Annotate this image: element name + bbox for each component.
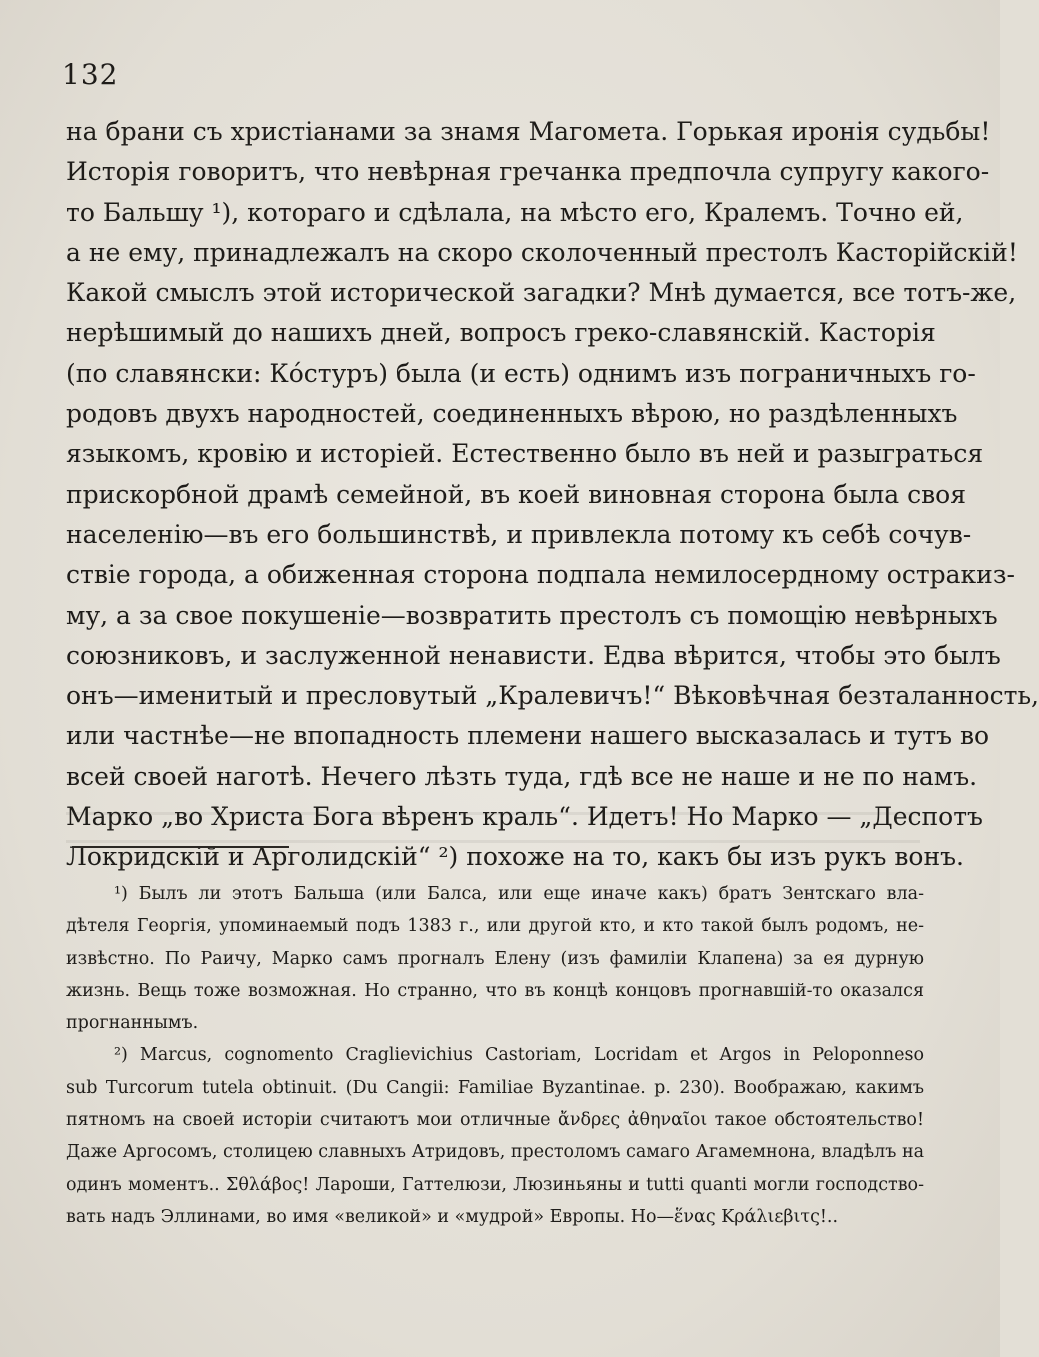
footnote-line: вать надъ Эллинами, во имя «великой» и «мудрой» Европы. Но—ἕνας Κράλιεβιτς!.. [66, 1206, 839, 1227]
text-line: прискорбной драмѣ семейной, въ коей виновная сторона была своя [66, 479, 966, 509]
footnote-line: жизнь. Вещь тоже возможная. Но странно, что въ концѣ концовъ прогнавшій-то оказался [66, 980, 924, 1001]
text-line: Какой смыслъ этой исторической загадки? Мнѣ думается, все тотъ-же, [66, 278, 1017, 308]
text-line: Локридскій и Арголидскій“ ²) похоже на то, какъ бы изъ рукъ вонъ. [66, 842, 964, 872]
footnote-line: извѣстно. По Раичу, Марко самъ прогналъ Елену (изъ фамиліи Клапена) за ея дурную [66, 948, 924, 969]
footnote-line: дѣтеля Георгія, упоминаемый подъ 1383 г., или другой кто, и кто такой былъ родомъ, не- [66, 916, 924, 937]
text-line: онъ—именитый и пресловутый „Кралевичъ!“ Вѣковѣчная безталанность, [66, 681, 1039, 711]
footnote-line: прогнаннымъ. [66, 1013, 199, 1034]
text-line: то Бальшу ¹), котораго и сдѣлала, на мѣсто его, Кралемъ. Точно ей, [66, 197, 964, 227]
text-line: му, а за свое покушеніе—возвратить престолъ съ помощію невѣрныхъ [66, 600, 998, 630]
text-line: всей своей наготѣ. Нечего лѣзть туда, гдѣ все не наше и не по намъ. [66, 761, 978, 791]
text-line: нерѣшимый до нашихъ дней, вопросъ греко-славянскій. Касторія [66, 318, 936, 348]
page-number: 132 [62, 58, 119, 91]
show-through-shadow [66, 812, 920, 862]
text-line: или частнѣе—не впопадность племени нашего высказалась и тутъ во [66, 721, 990, 751]
main-text [66, 112, 1039, 878]
footnote-rule [72, 846, 289, 848]
text-line: населенію—въ его большинствѣ, и привлекла потому къ себѣ сочув- [66, 519, 972, 549]
footnote-line: одинъ моментъ.. Σθλάβος! Лароши, Гаттелюзи, Люзиньяны и tutti quanti могли господство- [66, 1174, 924, 1195]
text-line: союзниковъ, и заслуженной ненависти. Едва вѣрится, чтобы это былъ [66, 640, 1001, 670]
footnote-line: ¹) Былъ ли этотъ Бальша (или Балса, или еще иначе какъ) братъ Зентскаго вла- [114, 884, 924, 904]
footnote-line: sub Turcorum tutela obtinuit. (Du Cangii: Familiae Byzantinae. p. 230). Воображаю, какимъ [66, 1077, 924, 1098]
text-line: родовъ двухъ народностей, соединенныхъ вѣрою, но раздѣленныхъ [66, 399, 958, 429]
text-line: ствіе города, а обиженная сторона подпала немилосердному остракиз- [66, 560, 1015, 590]
footnote-line: Даже Аргосомъ, столицею славныхъ Атридовъ, престоломъ самаго Агамемнона, владѣлъ на [66, 1142, 925, 1163]
text-line: Марко „во Христа Бога вѣренъ краль“. Идетъ! Но Марко — „Деспотъ [66, 802, 983, 832]
text-line: языкомъ, кровію и исторіей. Естественно было въ ней и разыграться [66, 439, 984, 469]
footnotes [66, 878, 924, 1233]
text-line: а не ему, принадлежалъ на скоро сколоченный престолъ Касторійскій! [66, 237, 1018, 267]
text-line: (по славянски: Кóстуръ) была (и есть) однимъ изъ пограничныхъ го- [66, 358, 976, 388]
text-line: Исторія говоритъ, что невѣрная гречанка предпочла супругу какого- [66, 157, 990, 187]
text-line: на брани съ христіанами за знамя Магомета. Горькая иронія судьбы! [66, 117, 991, 146]
footnote-line: пятномъ на своей исторіи считаютъ мои отличные ἄνδρες ἀθηναῖοι такое обстоятельство! [66, 1110, 924, 1131]
footnote-line: ²) Marcus, cognomento Craglievichius Castoriam, Locridam et Argos in Peloponneso [114, 1045, 924, 1066]
